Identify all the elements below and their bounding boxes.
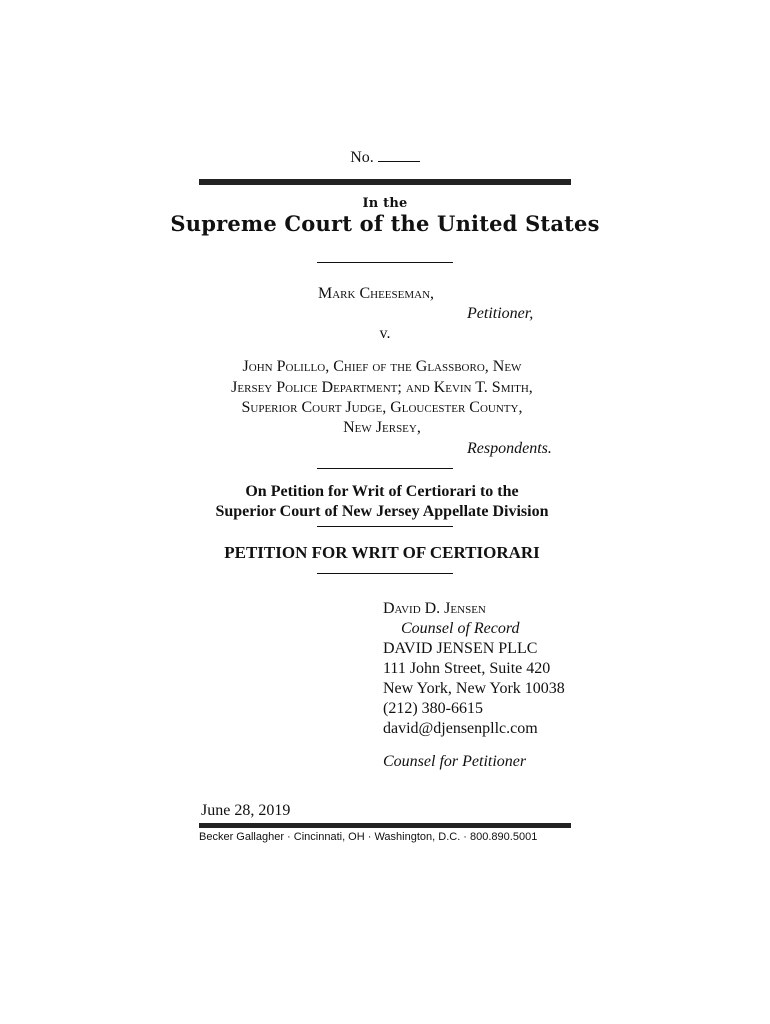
divider (317, 573, 453, 574)
petition-subtitle-line: On Petition for Writ of Certiorari to the (245, 483, 519, 500)
respondent-line: Jersey Police Department; and Kevin T. Smith, (231, 379, 533, 396)
counsel-address-line2: New York, New York 10038 (383, 680, 565, 697)
counsel-email: david@djensenpllc.com (383, 720, 538, 737)
divider (317, 468, 453, 469)
petitioner-role: Petitioner, (467, 305, 534, 322)
counsel-role: Counsel of Record (401, 620, 520, 637)
counsel-name: David D. Jensen (383, 600, 486, 617)
counsel-for: Counsel for Petitioner (383, 753, 527, 770)
divider (317, 262, 453, 263)
court-intro: In the (362, 196, 408, 211)
footer-rule (199, 823, 571, 828)
versus-label: v. (379, 325, 391, 342)
respondent-line: John Polillo, Chief of the Glassboro, New (242, 358, 522, 375)
respondents-role: Respondents. (467, 440, 552, 457)
counsel-address-line1: 111 John Street, Suite 420 (383, 660, 551, 677)
counsel-phone: (212) 380-6615 (383, 700, 483, 717)
court-name: Supreme Court of the United States (170, 211, 600, 236)
respondent-line: Superior Court Judge, Gloucester County, (241, 399, 523, 416)
respondent-line: New Jersey, (343, 419, 421, 436)
header-rule (199, 179, 571, 185)
petition-title: PETITION FOR WRIT OF CERTIORARI (224, 543, 540, 562)
docket-label: No. (350, 149, 374, 166)
petition-subtitle-line: Superior Court of New Jersey Appellate Division (215, 503, 549, 520)
counsel-firm: DAVID JENSEN PLLC (383, 640, 538, 657)
docket-blank (378, 149, 420, 162)
filing-date: June 28, 2019 (201, 802, 291, 819)
petitioner-name: Mark Cheeseman, (318, 285, 435, 302)
printer-footer: Becker Gallagher · Cincinnati, OH · Washington, D.C. · 800.890.5001 (199, 831, 538, 843)
divider (317, 526, 453, 527)
docket-number (0, 148, 770, 168)
